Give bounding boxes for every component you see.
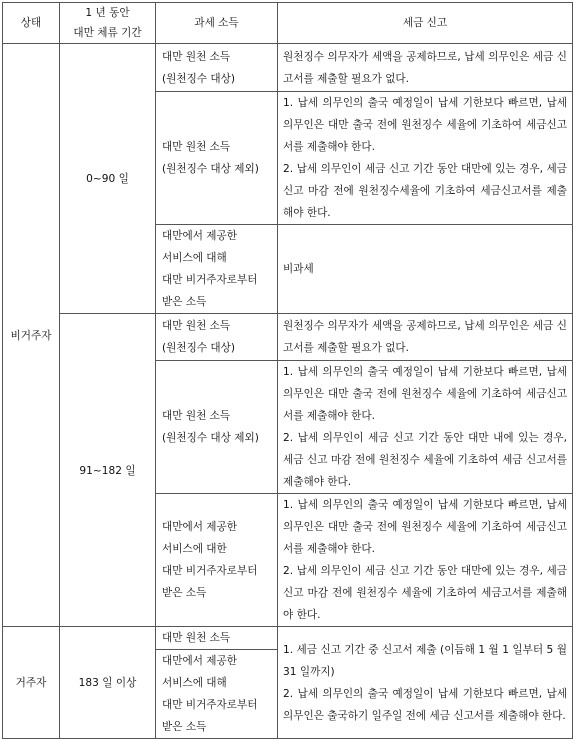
filing-cell	[278, 92, 573, 225]
income-line: 받은 소득	[162, 296, 207, 308]
status-nonresident: 비거주자	[3, 44, 60, 627]
income-cell	[156, 225, 278, 314]
income-line: 대만 원천 소득	[162, 410, 231, 422]
income-line: 대만 비거주자로부터	[162, 699, 258, 711]
income-line: (원천징수 대상)	[162, 72, 236, 85]
header-row	[3, 3, 573, 44]
stay-183-plus: 183 일 이상	[60, 627, 156, 739]
filing-text: 2. 납세 의무인의 출국 예정일이 납세 기한보다 빠르면, 납세 의무인은 출국하기 일주일 전에 세금 신고서를 제출해야 한다.	[283, 687, 567, 722]
income-line: (원천징수 대상 제외)	[162, 432, 259, 444]
income-cell	[156, 92, 278, 225]
income-line: 대만 원천 소득	[162, 50, 231, 63]
income-cell	[156, 361, 278, 494]
income-line: (원천징수 대상)	[162, 342, 236, 354]
header-taxable-income: 과세 소득	[156, 3, 278, 44]
income-cell	[156, 494, 278, 627]
header-stay-period	[60, 3, 156, 44]
income-cell	[156, 44, 278, 92]
income-line: 대만 원천 소득	[162, 320, 231, 332]
filing-text: 2. 납세 의무인이 세금 신고 기간 동안 대만 내에 있는 경우, 세금 신고 마감 전에 원천징수 세율에 기초하여 세금 신고서를 제출해야 한다.	[283, 432, 567, 488]
filing-text: 2. 납세 의무인이 세금 신고 기간 동안 대만에 있는 경우, 세금 신고 마감 전에 원천징수세율에 기초하여 세금신고서를 제출해야 한다.	[283, 163, 567, 219]
filing-cell	[278, 627, 573, 739]
income-line: 대만에서 제공한	[162, 521, 238, 533]
header-stay-line1: 1 년 동안 대만 체류 기간	[73, 7, 142, 39]
filing-cell	[278, 314, 573, 361]
filing-text: 비과세	[283, 263, 314, 275]
filing-text: 1. 납세 의무인의 출국 예정일이 납세 기한보다 빠르면, 납세 의무인은 대만 출국 전에 원천징수 세율에 기초하여 세금신고서를 제출해야 한다.	[283, 366, 567, 422]
filing-text: 1. 세금 신고 기간 중 신고서 제출 (이듬해 1 월 1 일부터 5 월 31 일까지)	[283, 643, 567, 678]
income-line: 받은 소득	[162, 721, 207, 733]
filing-text: 원천징수 의무자가 세액을 공제하므로, 납세 의무인은 세금 신고서를 제출할 필요가 없다.	[283, 320, 567, 354]
status-resident: 거주자	[3, 627, 60, 739]
table-row	[3, 44, 573, 92]
filing-cell	[278, 225, 573, 314]
income-line: 서비스에 대해	[162, 677, 227, 689]
income-line: 대만에서 제공한	[162, 230, 238, 242]
income-line: 받은 소득	[162, 587, 207, 599]
filing-cell	[278, 361, 573, 494]
filing-text: 1. 납세 의무인의 출국 예정일이 납세 기한보다 빠르면, 납세 의무인은 대만 출국 전에 원천징수 세율에 기초하여 세금신고서를 제출해야 한다.	[283, 97, 567, 153]
income-line: (원천징수 대상 제외)	[162, 163, 259, 175]
income-cell	[156, 650, 278, 739]
income-cell	[156, 627, 278, 650]
income-line: 서비스에 대한	[162, 543, 227, 555]
income-line: 대만 원천 소득	[162, 141, 231, 153]
tax-filing-table	[2, 2, 573, 739]
income-line: 서비스에 대해	[162, 252, 227, 264]
filing-text: 원천징수 의무자가 세액을 공제하므로, 납세 의무인은 세금 신고서를 제출할 필요가 없다.	[283, 50, 567, 85]
table-row	[3, 314, 573, 361]
filing-cell	[278, 44, 573, 92]
stay-0-90: 0~90 일	[60, 44, 156, 314]
income-cell	[156, 314, 278, 361]
filing-text: 2. 납세 의무인이 세금 신고 기간 동안 대만에 있는 경우, 세금 신고 마감 전에 원천징수 세율에 기초하여 세금고서를 제출해야 한다.	[283, 565, 567, 621]
header-status: 상태	[3, 3, 60, 44]
table-row	[3, 627, 573, 650]
income-line: 대만 비거주자로부터	[162, 565, 258, 577]
filing-cell	[278, 494, 573, 627]
header-tax-filing: 세금 신고	[278, 3, 573, 44]
stay-91-182: 91~182 일	[60, 314, 156, 627]
income-line: 대만 비거주자로부터	[162, 274, 258, 286]
filing-text: 1. 납세 의무인의 출국 예정일이 납세 기한보다 빠르면, 납세 의무인은 대만 출국 전에 원천징수 세율에 기초하여 세금신고서를 제출해야 한다.	[283, 499, 567, 555]
income-line: 대만에서 제공한	[162, 655, 238, 667]
income-line: 대만 원천 소득	[162, 632, 231, 644]
